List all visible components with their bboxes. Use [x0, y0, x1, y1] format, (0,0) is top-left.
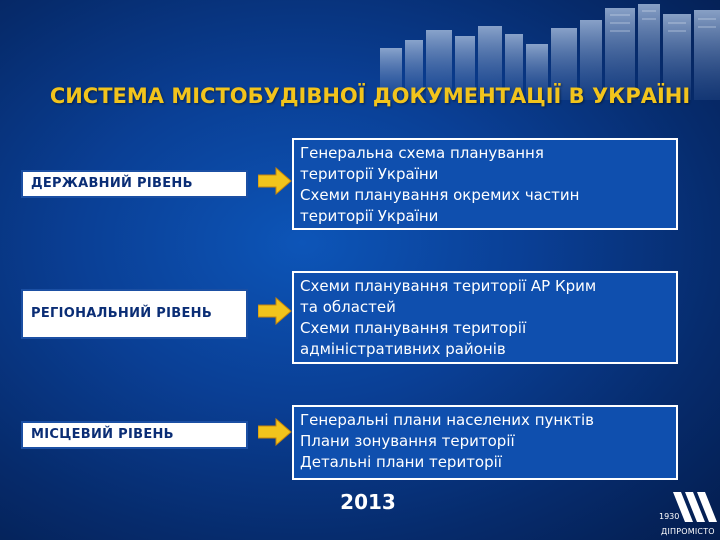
document-line: Плани зонування території [300, 432, 515, 450]
document-line: та областей [300, 298, 396, 316]
level-regional [21, 289, 248, 339]
document-line: Схеми планування окремих частин [300, 186, 580, 204]
diprom-logo [659, 490, 719, 540]
document-line: адміністративних районів [300, 340, 506, 358]
year-label: 2013 [340, 490, 396, 514]
level-label: МІСЦЕВИЙ РІВЕНЬ [31, 427, 174, 442]
level-local [21, 421, 248, 449]
documents-box-regional [292, 271, 678, 364]
right-arrow-icon [258, 418, 292, 446]
document-line: Детальні плани території [300, 453, 502, 471]
documents-box-local [292, 405, 678, 480]
level-state [21, 170, 248, 198]
logo-year: 1930 [659, 512, 680, 521]
level-label: РЕГІОНАЛЬНИЙ РІВЕНЬ [31, 306, 213, 321]
right-arrow-icon [258, 297, 292, 325]
document-line: території України [300, 165, 439, 183]
document-line: Генеральна схема планування [300, 144, 544, 162]
documents-box-state [292, 138, 678, 230]
document-line: Схеми планування території АР Крим [300, 277, 597, 295]
document-line: Генеральні плани населених пунктів [300, 411, 594, 429]
right-arrow-icon [258, 167, 292, 195]
level-label: ДЕРЖАВНИЙ РІВЕНЬ [31, 176, 193, 191]
document-line: території України [300, 207, 439, 225]
document-line: Схеми планування території [300, 319, 527, 337]
slide-title: СИСТЕМА МІСТОБУДІВНОЇ ДОКУМЕНТАЦІЇ В УКРАЇНІ [49, 84, 691, 108]
logo-name: ДІПРОМІСТО [661, 527, 715, 536]
